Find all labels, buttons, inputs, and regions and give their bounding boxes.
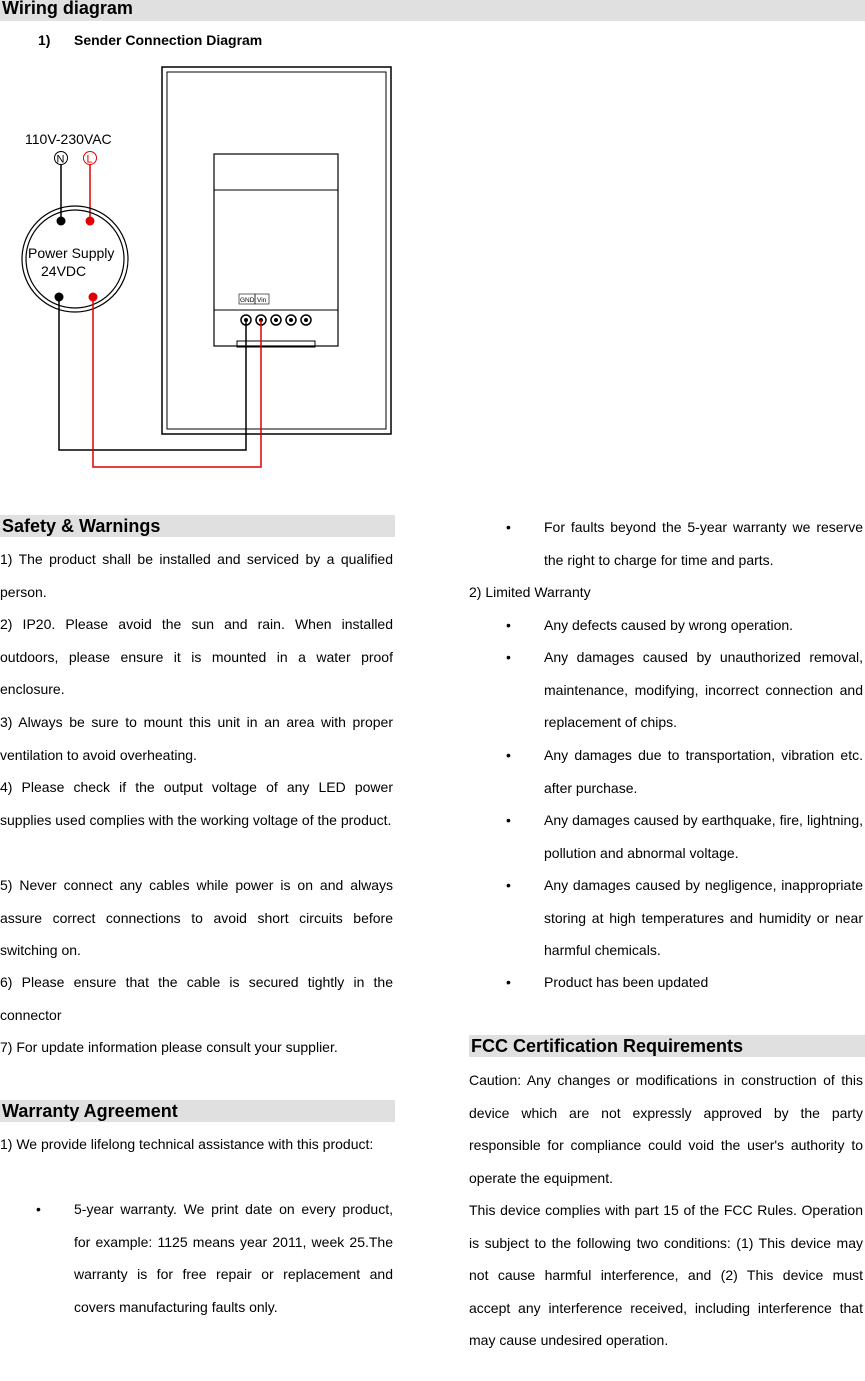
live-label: L xyxy=(86,153,93,166)
enclosure-inner-frame xyxy=(167,72,386,429)
fcc-caution: Caution: Any changes or modifications in construction of this device which are not expressly approved by the party responsible for compliance could void the user's authority to operate the equipment. xyxy=(469,1072,863,1186)
warranty-bullet-beyond: For faults beyond the 5-year warranty we reserve the right to charge for time and parts. xyxy=(544,519,863,568)
ac-voltage-label: 110V-230VAC xyxy=(25,131,112,147)
power-supply-voltage: 24VDC xyxy=(41,263,87,279)
safety-item-4: 4) Please check if the output voltage of any LED power supplies used complies with the working voltage of the product. xyxy=(0,779,393,828)
bullet-icon: • xyxy=(506,812,511,828)
limited-bullet-3: Any damages due to transportation, vibration etc. after purchase. xyxy=(544,747,863,796)
limited-bullet-5: Any damages caused by negligence, inappropriate storing at high temperatures and humidity or near harmful chemicals. xyxy=(544,877,863,958)
limited-bullet-1: Any defects caused by wrong operation. xyxy=(544,617,794,633)
warranty-heading: Warranty Agreement xyxy=(0,1100,395,1122)
neutral-label: N xyxy=(56,153,65,166)
bullet-icon: • xyxy=(506,519,511,535)
bullet-icon: • xyxy=(506,649,511,665)
fcc-heading: FCC Certification Requirements xyxy=(469,1035,865,1057)
limited-bullet-4: Any damages caused by earthquake, fire, lightning, pollution and abnormal voltage. xyxy=(544,812,863,861)
safety-item-2: 2) IP20. Please avoid the sun and rain. When installed outdoors, please ensure it is mounted in a water proof enclosure. xyxy=(0,616,393,697)
fcc-compliance: This device complies with part 15 of the FCC Rules. Operation is subject to the following two conditions: (1) This device may not cause harmful interference, and (2) This device must accept any interference received, including interference that may cause undesired operation. xyxy=(469,1202,863,1348)
safety-heading: Safety & Warnings xyxy=(0,515,395,537)
ps-n-terminal xyxy=(57,217,66,226)
wiring-diagram-heading: Wiring diagram xyxy=(0,0,865,21)
enclosure-outer-frame xyxy=(162,67,391,434)
safety-item-7: 7) For update information please consult your supplier. xyxy=(0,1039,338,1055)
bullet-icon: • xyxy=(506,877,511,893)
negative-dc-wire xyxy=(59,297,246,450)
safety-item-6: 6) Please ensure that the cable is secured tightly in the connector xyxy=(0,974,393,1023)
warranty-intro: 1) We provide lifelong technical assistance with this product: xyxy=(0,1136,374,1152)
bullet-icon: • xyxy=(506,974,511,990)
bullet-icon: • xyxy=(506,747,511,763)
power-supply-label: Power Supply xyxy=(28,245,115,261)
sender-connection-diagram xyxy=(0,55,400,475)
limited-warranty-title: 2) Limited Warranty xyxy=(469,584,591,600)
vin-terminal-label: Vin xyxy=(257,297,267,304)
safety-item-3: 3) Always be sure to mount this unit in an area with proper ventilation to avoid overheating. xyxy=(0,714,393,763)
sender-diagram-number: 1) xyxy=(38,32,51,48)
limited-bullet-2: Any damages caused by unauthorized removal, maintenance, modifying, incorrect connection and replacement of chips. xyxy=(544,649,863,730)
limited-bullet-6: Product has been updated xyxy=(544,974,709,990)
safety-item-5: 5) Never connect any cables while power is on and always assure correct connections to avoid short circuits before switching on. xyxy=(0,877,393,958)
bullet-icon: • xyxy=(36,1201,41,1217)
positive-dc-wire xyxy=(93,297,261,467)
warranty-bullet-5year: 5-year warranty. We print date on every product, for example: 1125 means year 2011, week 25.The warranty is for free repair or replacement and covers manufacturing faults only. xyxy=(74,1201,393,1315)
gnd-terminal-label: GND xyxy=(240,297,255,304)
bullet-icon: • xyxy=(506,617,511,633)
safety-item-1: 1) The product shall be installed and serviced by a qualified person. xyxy=(0,551,393,600)
controller-module xyxy=(214,154,338,346)
ps-l-terminal xyxy=(86,217,95,226)
sender-diagram-title: Sender Connection Diagram xyxy=(74,32,263,48)
